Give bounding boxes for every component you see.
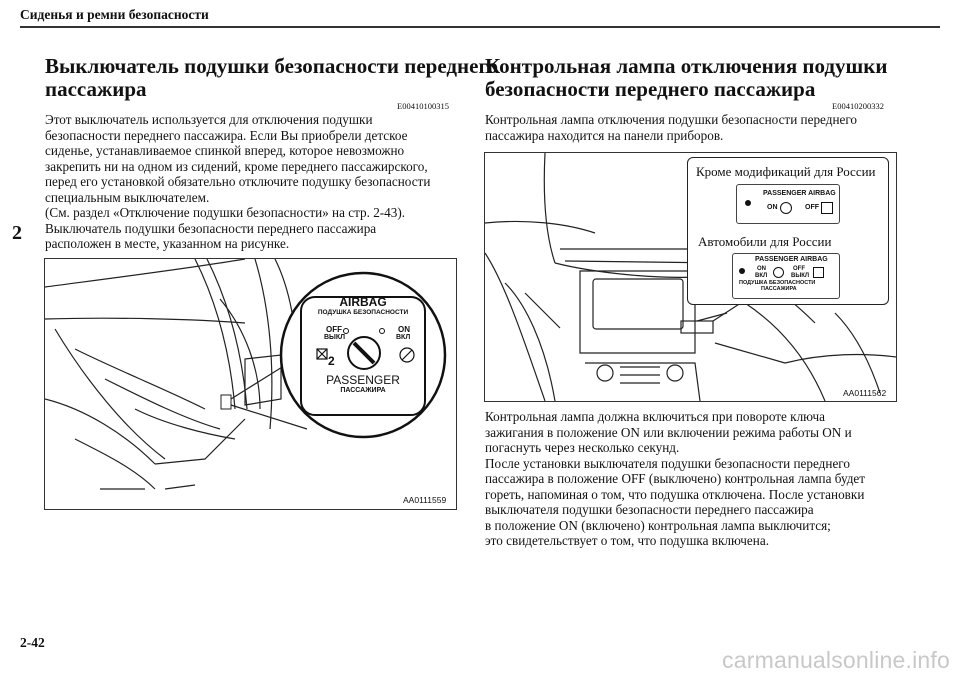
switch-passenger-label: PASSENGER (326, 373, 400, 387)
switch-location-marker (221, 395, 231, 409)
plate2-on: ON (757, 266, 766, 272)
plate1-title: PASSENGER AIRBAG (763, 190, 836, 197)
plate2-bottom2: ПАССАЖИРА (761, 286, 797, 292)
plate2-on-ru: ВКЛ (755, 273, 768, 279)
chapter-marker: 2 (12, 222, 22, 244)
switch-off-label: OFF (326, 325, 342, 334)
right-heading (485, 55, 887, 101)
right-intro-text: Контрольная лампа отключения подушки безопасности переднего пассажира находится на панели приборов. (485, 112, 858, 143)
right-heading-line2: безопасности переднего пассажира (485, 77, 816, 101)
plate1-on-symbol (780, 202, 792, 214)
left-body-text: Этот выключатель используется для отключения подушки безопасности переднего пассажира. Если Вы приобрели детское сиденье, устанавливаемое спинкой вперед, которое невозможно закрепить ни на одном из сидений, кроме переднего пассажирского, перед его установкой обязательно отключите подушку безопасности специальным выключателем. (См. раздел «Отключение подушки безопасности» на стр. 2-43). Выключатель подушки безопасности переднего пассажира расположен в месте, указанном на рисунке. (45, 112, 431, 251)
switch-on-label-ru: ВКЛ (396, 334, 411, 341)
left-figure (44, 258, 457, 510)
switch-on-label: ON (398, 325, 410, 334)
left-section-code: E00410100315 (397, 101, 449, 111)
plate2-off-ru: ВЫКЛ (791, 273, 810, 279)
left-heading-line2: пассажира (45, 77, 147, 101)
right-body-text: Контрольная лампа должна включиться при повороте ключа зажигания в положение ON или включении режима работы ON и погаснуть через несколько секунд. После установки выключателя подушки безопасности переднего пассажира в положение OFF (выключено) контрольная лампа будет гореть, напоминая о том, что подушка отключена. После установки выключателя подушки безопасности переднего пассажира в положение ON (включено) контрольная лампа выключится; это свидетельствует о том, что подушка включена. (485, 409, 866, 548)
switch-passenger-label-ru: ПАССАЖИРА (340, 387, 386, 394)
switch-airbag-label-ru: ПОДУШКА БЕЗОПАСНОСТИ (317, 309, 409, 316)
right-heading-line1: Контрольная лампа отключения подушки (485, 54, 888, 78)
switch-airbag-label: AIRBAG (339, 295, 387, 309)
plate1-on: ON (767, 204, 778, 211)
lamp-plate-non-russia (736, 184, 840, 224)
watermark: carmanualsonline.info (722, 647, 950, 673)
switch-off-label-ru: ВЫКЛ (324, 334, 346, 341)
header-divider (20, 26, 940, 28)
right-figure (484, 152, 897, 402)
lamp-indicator-dot-russia (739, 268, 745, 274)
plate1-off-symbol (821, 202, 833, 214)
callout-label-non-russia: Кроме модификаций для России (696, 164, 876, 179)
plate2-off: OFF (793, 266, 805, 272)
right-figure-id: AA0111562 (843, 388, 887, 398)
svg-text:2: 2 (328, 354, 335, 368)
right-section-code: E00410200332 (832, 101, 884, 111)
lamp-callout (687, 157, 889, 305)
left-figure-id: AA0111559 (403, 495, 447, 505)
plate2-title: PASSENGER AIRBAG (755, 256, 828, 263)
lamp-plate-russia (732, 253, 840, 299)
page-number: 2-42 (20, 635, 45, 650)
page-header: Сиденья и ремни безопасности (20, 7, 209, 22)
plate2-bottom: ПОДУШКА БЕЗОПАСНОСТИ (739, 280, 816, 286)
plate2-off-symbol (813, 267, 824, 278)
plate2-on-symbol (773, 267, 784, 278)
plate1-off: OFF (805, 204, 819, 211)
left-heading-line1: Выключатель подушки безопасности переднего (45, 54, 498, 78)
lamp-indicator-dot (745, 200, 751, 206)
callout-label-russia: Автомобили для России (698, 234, 832, 249)
left-heading (45, 55, 498, 101)
